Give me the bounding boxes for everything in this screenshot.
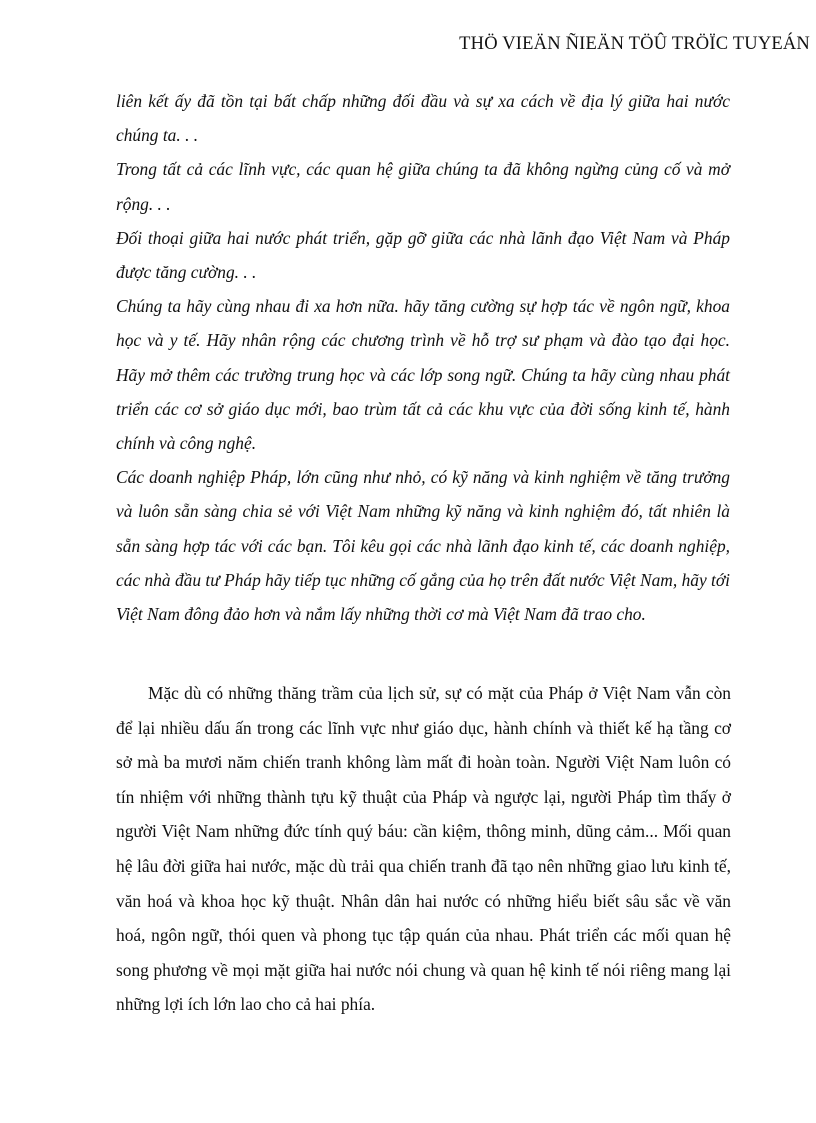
running-header: THÖ VIEÄN ÑIEÄN TÖÛ TRÖÏC TUYEÁN xyxy=(459,34,810,54)
quote-paragraph: liên kết ấy đã tồn tại bất chấp những đối đầu và sự xa cách về địa lý giữa hai nước chúng ta. . . xyxy=(116,91,730,146)
quote-paragraph: Trong tất cả các lĩnh vực, các quan hệ giữa chúng ta đã không ngừng củng cố và mở rộng. . . xyxy=(116,159,730,214)
body-text xyxy=(116,676,731,1022)
body-paragraph: Mặc dù có những thăng trầm của lịch sử, sự có mặt của Pháp ở Việt Nam vẫn còn để lại nhiều dấu ấn trong các lĩnh vực như giáo dục, hành chính và thiết kế hạ tầng cơ sở mà ba mươi năm chiến tranh không làm mất đi hoàn toàn. Người Việt Nam luôn có tín nhiệm với những thành tựu kỹ thuật của Pháp và ngược lại, người Pháp tìm thấy ở người Việt Nam những đức tính quý báu: cần kiệm, thông minh, dũng cảm... Mối quan hệ lâu đời giữa hai nước, mặc dù trải qua chiến tranh đã tạo nên những giao lưu kinh tế, văn hoá và khoa học kỹ thuật. Nhân dân hai nước có những hiểu biết sâu sắc về văn hoá, ngôn ngữ, thói quen và phong tục tập quán của nhau. Phát triển các mối quan hệ song phương về mọi mặt giữa hai nước nói chung và quan hệ kinh tế nói riêng mang lại những lợi ích lớn lao cho cả hai phía. xyxy=(116,683,731,1015)
quote-paragraph: Chúng ta hãy cùng nhau đi xa hơn nữa. hãy tăng cường sự hợp tác về ngôn ngữ, khoa học và y tế. Hãy nhân rộng các chương trình về hỗ trợ sư phạm và đào tạo đại học. Hãy mở thêm các trường trung học và các lớp song ngữ. Chúng ta hãy cùng nhau phát triển các cơ sở giáo dục mới, bao trùm tất cả các khu vực của đời sống kinh tế, hành chính và công nghệ. xyxy=(116,296,730,454)
quote-paragraph: Đối thoại giữa hai nước phát triển, gặp gỡ giữa các nhà lãnh đạo Việt Nam và Pháp được tăng cường. . . xyxy=(116,227,730,283)
quoted-speech xyxy=(116,84,730,631)
quote-paragraph: Các doanh nghiệp Pháp, lớn cũng như nhỏ, có kỹ năng và kinh nghiệm về tăng trưởng và luôn sẵn sàng chia sẻ với Việt Nam những kỹ năng và kinh nghiệm đó, tất nhiên là sẵn sàng hợp tác với các bạn. Tôi kêu gọi các nhà lãnh đạo kinh tế, các doanh nghiệp, các nhà đầu tư Pháp hãy tiếp tục những cố gắng của họ trên đất nước Việt Nam, hãy tới Việt Nam đông đảo hơn và nắm lấy những thời cơ mà Việt Nam đã trao cho. xyxy=(116,467,730,625)
